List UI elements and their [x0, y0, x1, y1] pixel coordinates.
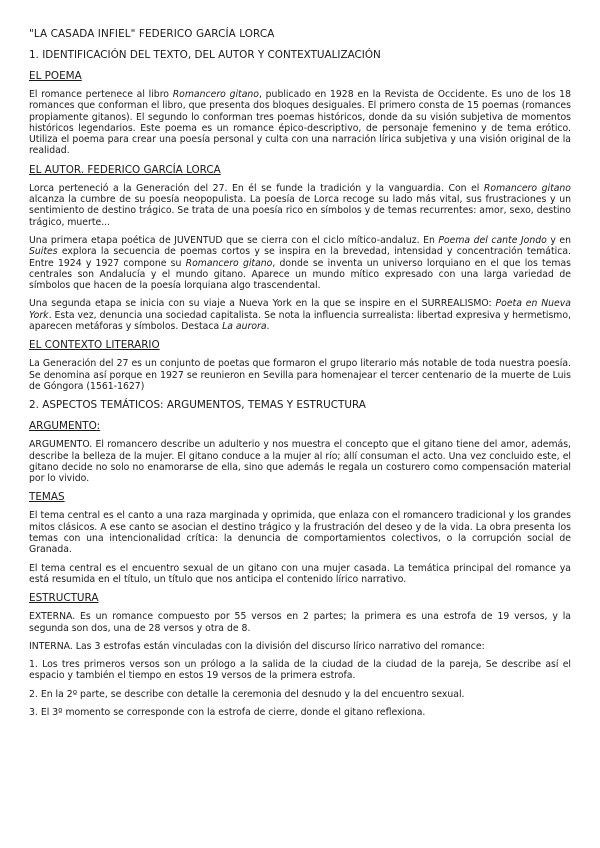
argumento-heading: ARGUMENTO: [29, 420, 101, 433]
section-2-heading: 2. ASPECTOS TEMÁTICOS: ARGUMENTOS, TEMAS Y ESTRUCTURA [29, 399, 366, 412]
estructura-item-3: 3. El 3º momento se corresponde con la estrofa de cierre, donde el gitano reflexiona. [29, 706, 426, 718]
estructura-item-2: 2. En la 2º parte, se describe con detalle la ceremonia del desnudo y la del encuentro sexual. [29, 688, 465, 700]
estructura-interna: INTERNA. Las 3 estrofas están vinculadas con la división del discurso lírico narrativo del romance: [29, 640, 485, 652]
autor-paragraph-2: Una primera etapa poética de JUVENTUD que se cierra con el ciclo mítico-andaluz. En Poema del cante Jondo y en Suites explora la secuencia de poemas cortos y se inspira en la brevedad, intensidad y concentración temática. Entre 1924 y 1927 compone su Romancero gitano, donde se inventa un universo lorquiano en el que los temas centrales son Andalucía y el mundo gitano. Aparece un mundo mítico expresado con una larga variedad de símbolos que hacen de la poesía lorquiana algo trascendental. [29, 234, 571, 292]
poema-heading: EL POEMA [29, 70, 82, 82]
temas-paragraph-2: El tema central es el encuentro sexual de un gitano con una mujer casada. La temática principal del romance ya está resumida en el título, un título que nos anticipa el contenido lírico narrativo. [29, 562, 571, 585]
autor-paragraph-3: Una segunda etapa se inicia con su viaje a Nueva York en la que se inspire en el SURREALISMO: Poeta en Nueva York. Esta vez, denuncia una sociedad capitalista. Se nota la influencia surrealista: libertad expresiva y hermetismo, aparecen metáforas y símbolos. Destaca La aurora. [29, 298, 571, 333]
autor-paragraph-1: Lorca perteneció a la Generación del 27. En él se funde la tradición y la vanguardia. Con el Romancero gitano alcanza la cumbre de su poesía neopopulista. La poesía de Lorca recoge su lado más vital, sus frustraciones y un sentimiento de destino trágico. Se trata de una poesía rico en símbolos y de temas recurrentes: amor, sexo, destino trágico, muerte... [29, 182, 571, 228]
contexto-heading: EL CONTEXTO LITERARIO [29, 339, 160, 352]
estructura-externa: EXTERNA. Es un romance compuesto por 55 versos en 2 partes; la primera es una estrofa de 19 versos, y la segunda son dos, una de 28 versos y otra de 8. [29, 611, 571, 634]
section-1-heading: 1. IDENTIFICACIÓN DEL TEXTO, DEL AUTOR Y CONTEXTUALIZACIÓN [29, 49, 381, 61]
temas-heading: TEMAS [29, 491, 65, 504]
estructura-item-1: 1. Los tres primeros versos son un prólogo a la salida de la ciudad de la ciudad de la pareja, Se describe así el espacio y también el tiempo en estos 19 versos de la primera estrofa. [29, 659, 571, 682]
estructura-heading: ESTRUCTURA [29, 592, 99, 605]
autor-heading: EL AUTOR. FEDERICO GARCÍA LORCA [29, 163, 221, 176]
poema-paragraph: El romance pertenece al libro Romancero gitano, publicado en 1928 en la Revista de Occidente. Es uno de los 18 romances que conforman el libro, que presenta dos bloques desiguales. El primero consta de 15 poemas (romances propiamente gitanos). El segundo lo conforman tres poemas históricos, donde da su visión subjetiva de momentos históricos legendarios. Este poema es un romance épico-descriptivo, de personaje femenino y de tema erótico. Utiliza el poema para crear una poesía personal y culta con una narración lírica subjetiva y una visión original de la realidad. [29, 89, 572, 157]
contexto-paragraph: La Generación del 27 es un conjunto de poetas que formaron el grupo literario más notable de toda nuestra poesía. Se denomina así porque en 1927 se reunieron en Sevilla para homenajear el tercer centenario de la muerte de Luis de Góngora (1561-1627) [29, 358, 571, 392]
document-title: "LA CASADA INFIEL" FEDERICO GARCÍA LORCA [29, 28, 275, 40]
argumento-paragraph: ARGUMENTO. El romancero describe un adulterio y nos muestra el concepto que el gitano tiene del amor, además, describe la belleza de la mujer. El gitano conduce a la mujer al río; allí consuman el acto. Una vez concluido este, el gitano decide no solo no enamorarse de ella, sino que además le regala un costurero como compensación material por lo vivido. [29, 439, 571, 485]
temas-paragraph-1: El tema central es el canto a una raza marginada y oprimida, que enlaza con el romancero tradicional y los grandes mitos clásicos. A ese canto se asocian el destino trágico y la frustración del deseo y de la vida. La obra presenta los temas con una intencionalidad crítica: la denuncia de comportamientos colectivos, o la corrupción social de Granada. [29, 510, 571, 556]
